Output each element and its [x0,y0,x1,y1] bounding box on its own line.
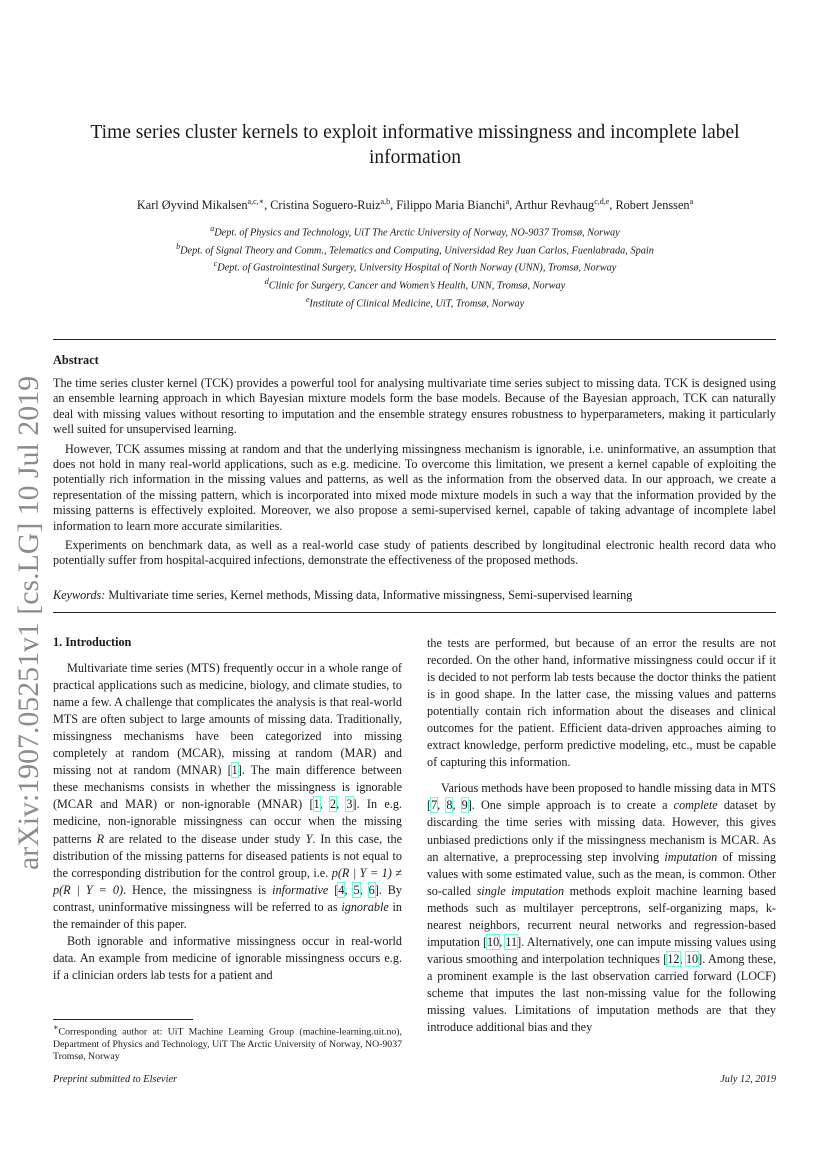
citation-link[interactable]: 7 [431,798,438,813]
affiliation-mark: a [210,224,215,233]
text-run: , [344,882,354,897]
right-column [427,635,776,1036]
abstract-paragraph: The time series cluster kernel (TCK) provides a powerful tool for analysing multivariate time series subject to missing data. TCK is designed using an ensemble learning approach in which Bayesian mixture models form the base models. Because of the Bayesian approach, TCK can naturally deal with missing values without resorting to imputation and the ensemble strategy ensures robustness to hyperparameters, making it particularly well suited for unsupervised learning. [53,376,776,437]
text-run: of missing values with some estimated value, such as the mean, is common. Other so-called [427,849,776,898]
text-run: dataset by discarding the time series with missing data. However, this gives unbiased predictions only if the missingness mechanism is MCAR. As an alternative, a preprocessing step involving [427,798,777,864]
emphasis-text: imputation [664,849,718,864]
citation-link[interactable]: 5 [353,882,360,897]
affiliation-mark: b [176,241,181,251]
text-run: , [336,797,347,812]
author-name: Filippo Maria Bianchi [396,198,506,213]
text-run: ]. In e.g. medicine, non-ignorable missingness can occur when the missing patterns [53,797,402,846]
keywords-text: Multivariate time series, Kernel methods, Missing data, Informative missingness, Semi-supervised learning [108,588,633,602]
citation-link[interactable]: 10 [487,934,500,949]
author-affil-mark: a,b [380,197,391,206]
author-name: Arthur Revhaug [514,198,595,213]
arxiv-stamp [2,372,46,872]
body-paragraph [53,660,402,933]
citation-link[interactable]: 11 [505,934,518,949]
affiliation-mark: e [305,294,310,304]
affiliation-mark: d [264,277,269,287]
text-run: in the remainder of this paper. [53,899,402,931]
text-run: ]. Alternatively, one can impute missing values using various smoothing and interpolation techniques [ [427,934,776,966]
affiliation-list [60,222,770,311]
math-symbol: Y [305,831,313,846]
citation-link[interactable]: 1 [231,763,238,778]
keywords [53,588,776,603]
citation-link[interactable]: 9 [461,798,468,813]
author-affil-mark: a [505,197,510,206]
section-title: Introduction [65,635,132,649]
affiliation [60,240,770,258]
citation-link[interactable]: 8 [446,798,453,813]
citation-link[interactable]: 6 [368,882,375,897]
emphasis-text: single imputation [476,883,565,898]
citation-link[interactable]: 2 [329,797,337,812]
math-symbol: R [96,831,105,846]
paper-title: Time series cluster kernels to exploit informative missingness and incomplete label information [90,122,740,168]
affiliation-text: Dept. of Signal Theory and Comm., Telematics and Computing, Universidad Rey Juan Carlos, Fuenlabrada, Spain [180,245,654,257]
citation-link[interactable]: 4 [338,882,345,897]
affiliation-mark: c [213,259,218,269]
author-affil-mark: c,d,e [594,197,610,206]
text-run: , [359,882,369,897]
footer-date: July 12, 2019 [720,1074,776,1085]
author-name: Cristina Soguero-Ruiz [270,198,381,213]
left-column [53,634,402,984]
footnote-mark: ∗ [53,1023,59,1032]
text-run: , [679,951,686,966]
affiliation-text: Institute of Clinical Medicine, UiT, Tromsø, Norway [309,298,525,310]
abstract-paragraph: However, TCK assumes missing at random and that the underlying missingness mechanism is ignorable, i.e. uninformative, an assumption that does not hold in many real-world applications, such as e.g. medicine. To overcome this limitation, we present a kernel capable of exploiting the potentially rich information in the missing values and patterns, as well as the information from the observed data. In our approach, we create a representation of the missing pattern, which is incorporated into mixed mode mixture models in such a way that the information provided by the missing patterns is effectively exploited. Moreover, we also propose a semi-supervised kernel, capable of taking advantage of incomplete label information to learn more accurate similarities. [53,441,776,533]
text-run: . Hence, the missingness is [123,882,273,897]
citation-link[interactable]: 1 [313,797,320,812]
emphasis-text: informative [272,882,329,897]
body-paragraph [427,780,776,1036]
citation-link[interactable]: 12 [667,951,680,966]
affiliation-text: Clinic for Surgery, Cancer and Women’s Health, UNN, Tromsø, Norway [268,280,566,292]
affiliation [60,293,770,311]
text-run: Various methods have been proposed to handle missing data in MTS [ [427,781,776,813]
section-number: 1. [53,635,63,649]
text-run: , [499,934,506,949]
affiliation [60,222,770,240]
text-run: [ [328,882,339,897]
affiliation-text: Dept. of Physics and Technology, UiT The Arctic University of Norway, NO-9037 Tromsø, Norway [214,227,620,239]
emphasis-text: complete [673,798,718,813]
text-run: ]. Among these, a prominent example is the last observation carried forward (LOCF) scheme that imputes the last non-missing value for the following missing values. Limitations of imputation methods are that they introduce additional bias and they [427,951,776,1035]
section-heading [53,634,402,651]
text-run: . In this case, the distribution of the missing patterns for diseased patients is not equal to the corresponding distribution for the control group, i.e. [53,831,402,880]
footnote [53,1022,402,1063]
footnote-rule [53,1019,193,1020]
footnote-text: Corresponding author at: UiT Machine Learning Group (machine-learning.uit.no), Department of Physics and Technology, UiT The Arctic University of Norway, NO-9037 Tromsø, Norway [53,1026,402,1063]
abstract-bottom-rule [53,612,776,613]
abstract-heading: Abstract [53,353,99,367]
math-expression: p(R | Y = 1) ≠ p(R | Y = 0) [53,865,402,897]
abstract-top-rule [53,339,776,340]
text-run: , [319,797,330,812]
text-run: ]. By contrast, uninformative missingness will be referred to as [53,882,402,914]
text-run: Multivariate time series (MTS) frequently occur in a whole range of practical applications such as medicine, biology, and climate studies, to name a few. A challenge that complicates the analysis is that real-world MTS are often subject to large amounts of missing data. Traditionally, missingness mechanisms have been categorized into missing completely at random (MCAR), missing at random (MAR) and missing not at random (MNAR) [ [53,661,402,778]
citation-link[interactable]: 10 [685,951,699,966]
arxiv-stamp-text: arXiv:1907.05251v1 [cs.LG] 10 Jul 2019 [13,381,45,870]
author-name: Robert Jenssen [615,198,690,213]
affiliation [60,275,770,293]
affiliation [60,257,770,275]
footer-preprint-note: Preprint submitted to Elsevier [53,1074,178,1085]
author-affil-mark: a [689,197,694,206]
citation-link[interactable]: 3 [346,797,353,812]
text-run: ]. The main difference between these mechanisms consists in whether the missingness is ignorable (MCAR and MAR) or non-ignorable (MNAR) [ [53,763,402,812]
author-name: Karl Øyvind Mikalsen [136,198,248,213]
abstract-body [53,376,776,573]
author-list: Karl Øyvind Mikalsen$^{a,c,∗}$, Cristina Soguero-Ruiz$^{a,b}$, Filippo Maria Bianchi$^a$, Arthur Revhaug$^{c,d,e}$, Robert Jenssen$^a$ [136,197,694,213]
text-run: are related to the disease under study [104,831,306,846]
author-affil-mark: a,c,∗ [247,197,265,206]
keywords-label: Keywords: [53,588,106,602]
body-paragraph: the tests are performed, but because of an error the results are not recorded. On the other hand, informative missingness could occur if it is decided to not perform lab tests because the doctor thinks the patient is in good shape. In the latter case, the missing values and patterns potentially contain rich information about the diseases and clinical outcomes for the patient. Efficient data-driven approaches aiming to extract knowledge, perform predictive modeling, etc., must be capable of capturing this information. [427,636,776,770]
text-run: methods exploit machine learning based methods such as multilayer perceptrons, self-organizing maps, k-nearest neighbors, recurrent neural networks and regression-based imputation [ [427,883,776,949]
affiliation-text: Dept. of Gastrointestinal Surgery, University Hospital of North Norway (UNN), Tromsø, Norway [217,262,617,274]
emphasis-text: ignorable [341,899,389,914]
text-run: , [452,798,462,813]
text-run: , [437,798,447,813]
abstract-paragraph: Experiments on benchmark data, as well as a real-world case study of patients described by longitudinal electronic health record data who potentially suffer from hospital-acquired infections, demonstrate the effectiveness of the proposed methods. [53,538,776,568]
body-paragraph: Both ignorable and informative missingness occur in real-world data. An example from medicine of ignorable missingness occurs e.g. if a clinician orders lab tests for a patient and [53,933,402,982]
text-run: ]. One simple approach is to create a [467,798,674,813]
